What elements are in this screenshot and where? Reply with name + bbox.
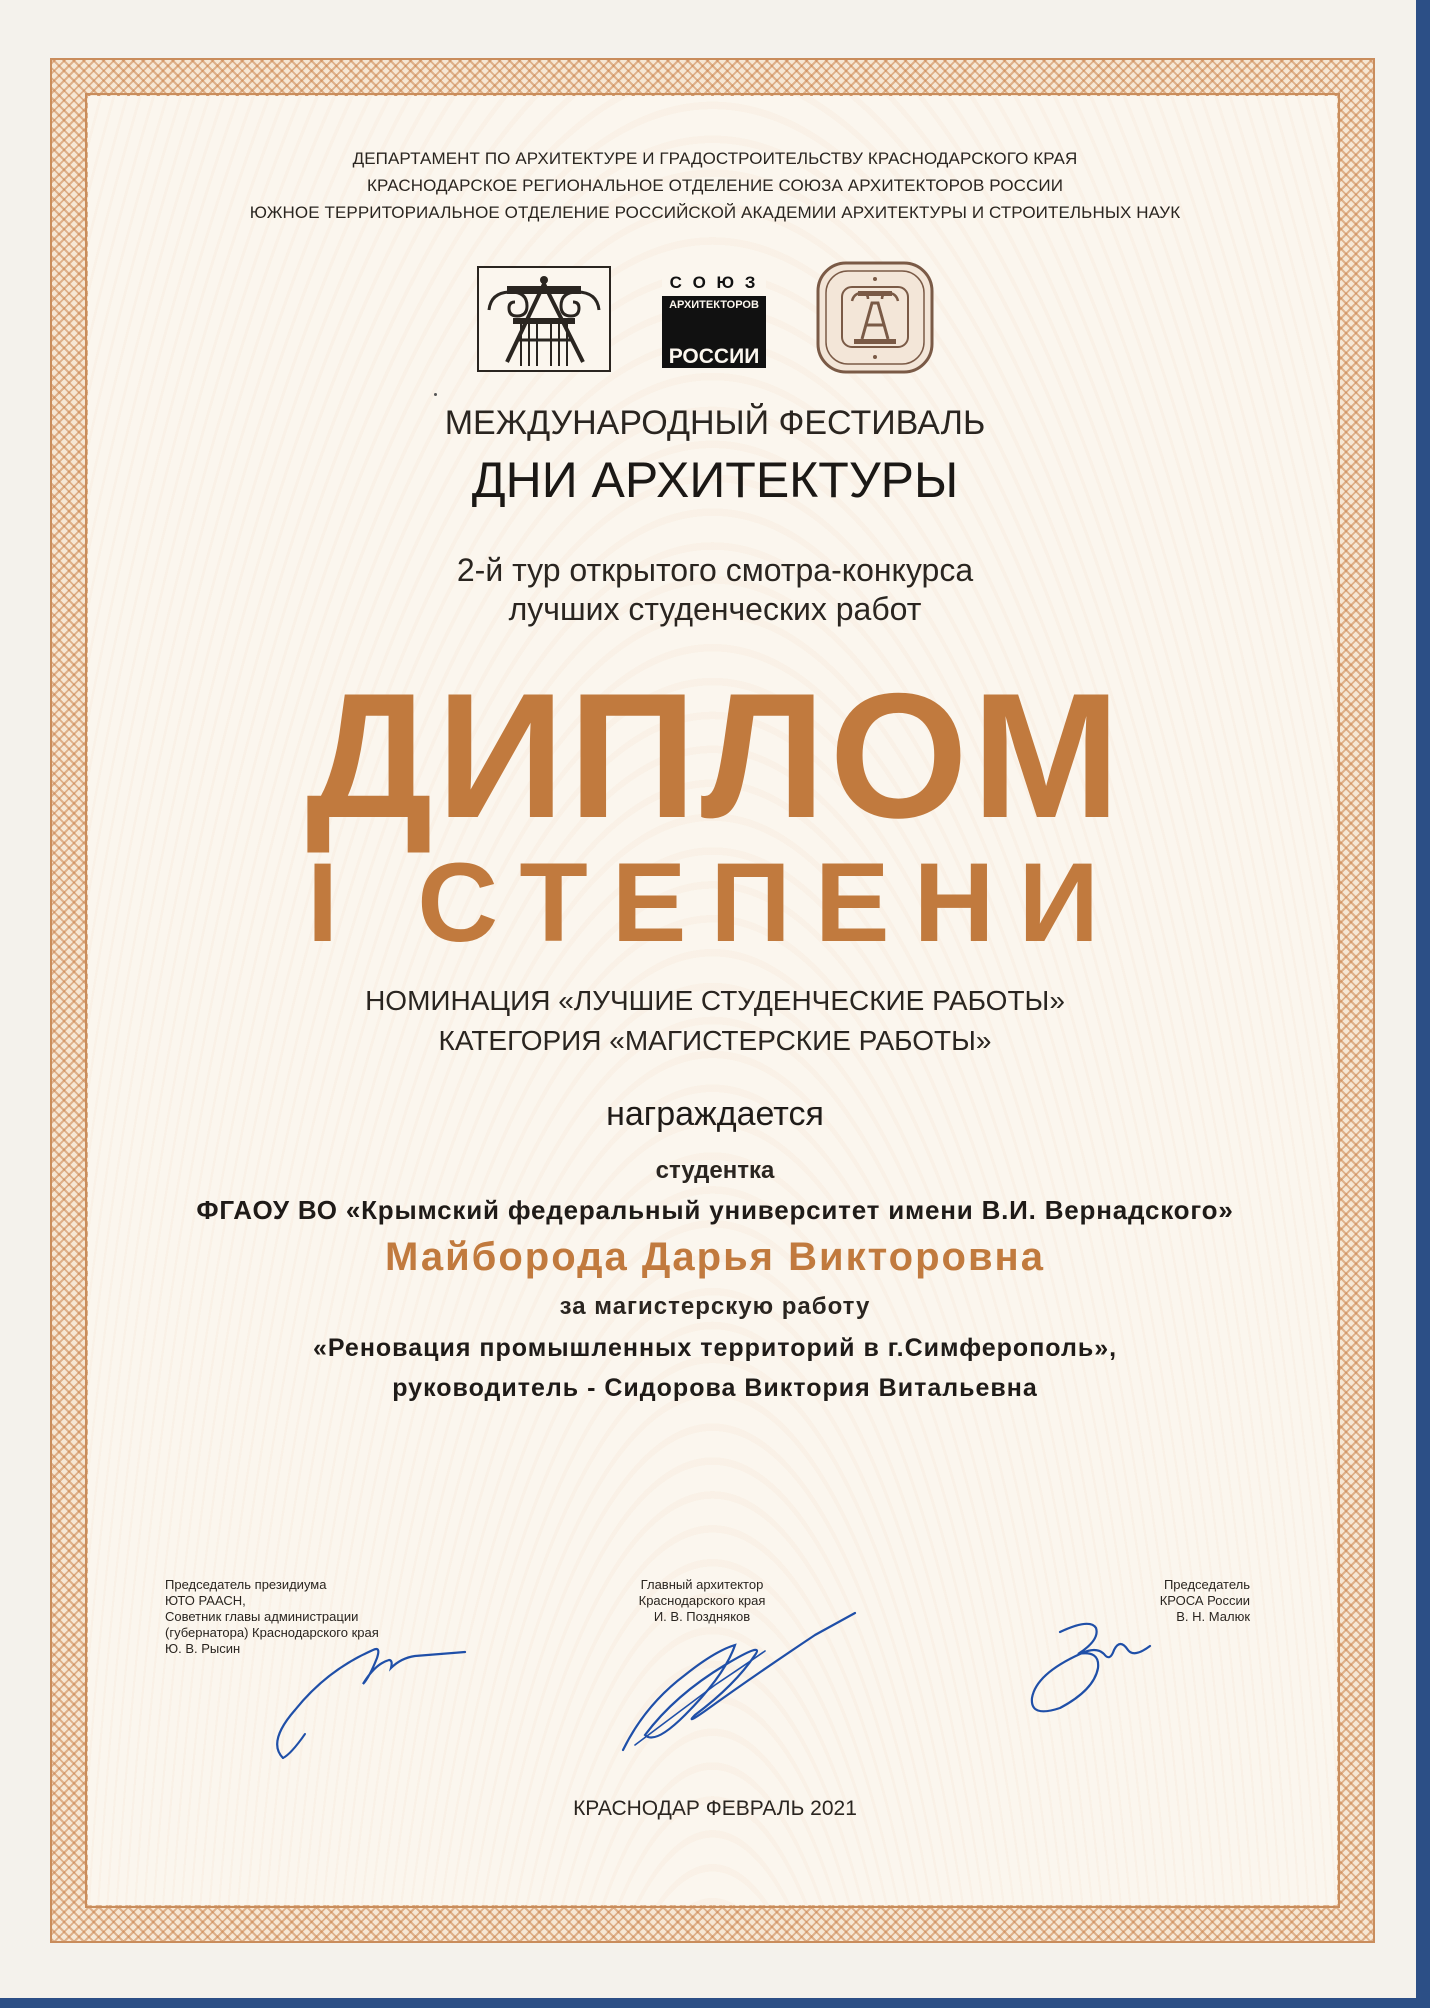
signature-left (265, 1630, 475, 1765)
signatory-right-line-1: Председатель (1163, 1577, 1250, 1592)
union-logo-word-3: РОССИИ (668, 345, 760, 368)
union-logo-word-1: С О Ю З (669, 273, 759, 292)
signatory-left-line-5: Ю. В. Рысин (165, 1641, 241, 1656)
organization-line-1: ДЕПАРТАМЕНТ ПО АРХИТЕКТУРЕ И ГРАДОСТРОИТЕЛЬСТВУ КРАСНОДАРСКОГО КРАЯ (352, 149, 1078, 168)
festival-title: ДНИ АРХИТЕКТУРЫ (471, 452, 959, 508)
contest-line-1: 2-й тур открытого смотра-конкурса (456, 552, 974, 588)
signatory-center-line-1: Главный архитектор (640, 1577, 764, 1592)
signatory-center-line-2: Краснодарского края (638, 1593, 766, 1608)
organization-line-3: ЮЖНОЕ ТЕРРИТОРИАЛЬНОЕ ОТДЕЛЕНИЕ РОССИЙСКОЙ АКАДЕМИИ АРХИТЕКТУРЫ И СТРОИТЕЛЬНЫХ НАУК (249, 203, 1181, 222)
awarded-label: награждается (606, 1095, 824, 1133)
category-line: КАТЕГОРИЯ «МАГИСТЕРСКИЕ РАБОТЫ» (438, 1025, 992, 1056)
signatory-left-line-1: Председатель президиума (165, 1577, 327, 1592)
diploma-degree: I СТЕПЕНИ (306, 840, 1124, 965)
contest-description (0, 551, 1430, 629)
signatory-left-line-4: (губернатора) Краснодарского края (165, 1625, 379, 1640)
for-work-label: за магистерскую работу (559, 1293, 871, 1320)
organization-line-2: КРАСНОДАРСКОЕ РЕГИОНАЛЬНОЕ ОТДЕЛЕНИЕ СОЮЗА АРХИТЕКТОРОВ РОССИИ (366, 176, 1064, 195)
union-of-architects-logo (662, 268, 766, 368)
scan-edge-bottom (0, 1998, 1430, 2008)
diploma-title: ДИПЛОМ (305, 656, 1125, 855)
contest-line-2: лучших студенческих работ (508, 591, 922, 627)
organization-header (0, 145, 1430, 226)
festival-subtitle: МЕЖДУНАРОДНЫЙ ФЕСТИВАЛЬ (444, 404, 986, 442)
student-label: студентка (655, 1157, 775, 1184)
work-title: «Реновация промышленных территорий в г.Симферополь», (312, 1334, 1118, 1362)
signatory-left-line-3: Советник главы администрации (165, 1609, 359, 1624)
nomination-line: НОМИНАЦИЯ «ЛУЧШИЕ СТУДЕНЧЕСКИЕ РАБОТЫ» (365, 985, 1065, 1016)
signatory-left-line-2: ЮТО РААСН, (165, 1593, 246, 1608)
university-name: ФГАОУ ВО «Крымский федеральный университет имени В.И. Вернадского» (196, 1195, 1234, 1225)
place-and-date: КРАСНОДАР ФЕВРАЛЬ 2021 (573, 1797, 857, 1820)
signature-right (1020, 1610, 1160, 1720)
academy-seal-logo (816, 261, 934, 374)
signatory-center-line-3: И. В. Поздняков (653, 1609, 751, 1624)
signature-center (615, 1585, 860, 1755)
recipient-name: Майборода Дарья Викторовна (385, 1235, 1045, 1279)
nomination-block (0, 981, 1430, 1061)
architecture-department-logo (477, 266, 611, 372)
union-of-architects-emblem (662, 268, 766, 368)
supervisor-line: руководитель - Сидорова Виктория Витальевна (392, 1374, 1038, 1402)
signatory-right-line-2: КРОСА России (1159, 1593, 1250, 1608)
scan-speck (434, 393, 437, 396)
signatory-right-line-3: В. Н. Малюк (1176, 1609, 1250, 1624)
union-logo-word-2: АРХИТЕКТОРОВ (669, 299, 759, 311)
